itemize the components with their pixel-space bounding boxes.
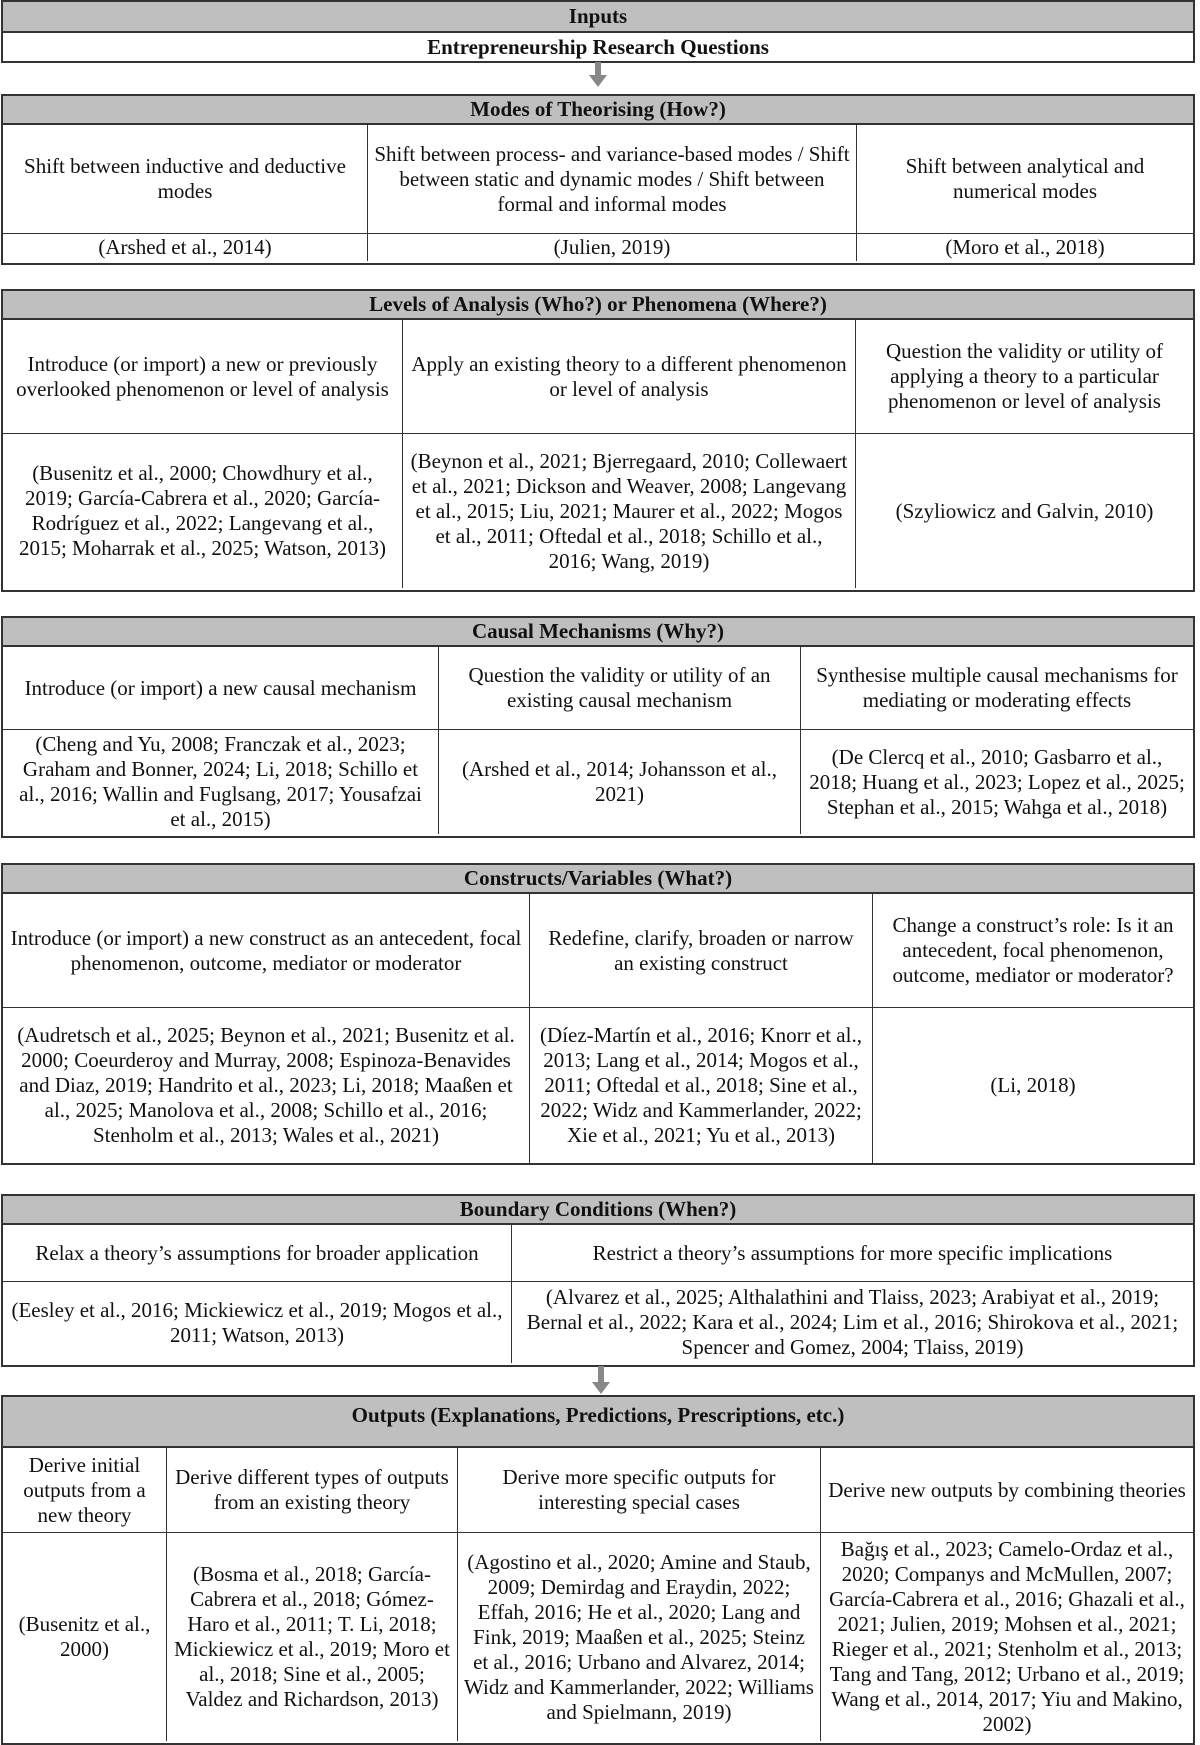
outputs-box <box>1 1395 1195 1745</box>
strategy-cell: Introduce (or import) a new construct as an antecedent, focal phenomenon, outcome, mediator or moderator <box>10 925 522 975</box>
inputs-box <box>1 0 1195 63</box>
boundary-strategy-row <box>3 1225 1193 1281</box>
strategy-cell: Synthesise multiple causal mechanisms for mediating or moderating effects <box>800 647 1193 729</box>
citation-cell: (Bosma et al., 2018; García-Cabrera et al., 2018; Gómez-Haro et al., 2011; T. Li, 2018; Mickiewicz et al., 2019; Moro et al., 2018; Sine et al., 2005; Valdez and Richardson, 2013) <box>166 1533 457 1741</box>
strategy-cell: Introduce (or import) a new or previously overlooked phenomenon or level of analysis <box>16 351 389 401</box>
citation-cell: (Moro et al., 2018) <box>856 234 1193 261</box>
citation-cell: (Arshed et al., 2014) <box>98 235 272 259</box>
citation-cell: (Audretsch et al., 2025; Beynon et al., 2021; Busenitz et al. 2000; Coeurderoy and Murray, 2008; Espinoza-Benavides and Diaz, 2019; Handrito et al., 2023; Li, 2018; Maaßen et al., 2025; Manolova et al., 2008; Schillo et al., 2016; Stenholm et al., 2013; Wales et al., 2021) <box>17 1023 515 1147</box>
strategy-cell: Shift between process- and variance-based modes / Shift between static and dynamic modes / Shift between formal and informal modes <box>367 125 856 233</box>
citation-cell: (Arshed et al., 2014; Johansson et al., 2021) <box>438 730 800 834</box>
modes-citation-row <box>3 233 1193 261</box>
boundary-conditions-box <box>1 1194 1195 1367</box>
citation-cell: (Julien, 2019) <box>367 234 856 261</box>
strategy-cell: Derive initial outputs from a new theory <box>23 1452 146 1527</box>
boundary-citation-row <box>3 1281 1193 1363</box>
research-questions-label: Entrepreneurship Research Questions <box>427 34 769 59</box>
citation-cell: (Li, 2018) <box>872 1008 1193 1163</box>
modes-header: Modes of Theorising (How?) <box>3 96 1193 125</box>
citation-cell: (Busenitz et al., 2000) <box>18 1612 151 1661</box>
strategy-cell: Question the validity or utility of applying a theory to a particular phenomenon or level of analysis <box>855 320 1193 433</box>
constructs-citation-row <box>3 1007 1193 1163</box>
constructs-strategy-row <box>3 894 1193 1007</box>
citation-cell: (Agostino et al., 2020; Amine and Staub, 2009; Demirdag and Eraydin, 2022; Effah, 2016; He et al., 2020; Lang and Fink, 2019; Maaßen et al., 2025; Steinz et al., 2016; Urbano and Alvarez, 2014; Widz and Kammerlander, 2022; Williams and Spielmann, 2019) <box>457 1533 820 1741</box>
causal-strategy-row <box>3 647 1193 729</box>
strategy-cell: Derive different types of outputs from an existing theory <box>166 1448 457 1532</box>
outputs-header: Outputs (Explanations, Predictions, Prescriptions, etc.) <box>3 1397 1193 1448</box>
outputs-strategy-row <box>3 1448 1193 1532</box>
constructs-variables-box <box>1 863 1195 1165</box>
strategy-cell: Question the validity or utility of an existing causal mechanism <box>438 647 800 729</box>
citation-cell: (De Clercq et al., 2010; Gasbarro et al., 2018; Huang et al., 2023; Lopez et al., 2025; Stephan et al., 2015; Wahga et al., 2018) <box>800 730 1193 834</box>
citation-cell: (Szyliowicz and Galvin, 2010) <box>855 434 1193 588</box>
strategy-cell: Shift between inductive and deductive modes <box>24 154 346 203</box>
causal-citation-row <box>3 729 1193 834</box>
levels-header: Levels of Analysis (Who?) or Phenomena (Where?) <box>3 291 1193 320</box>
modes-of-theorising-box <box>1 94 1195 265</box>
strategy-cell: Relax a theory’s assumptions for broader application <box>35 1240 479 1265</box>
strategy-cell: Restrict a theory’s assumptions for more specific implications <box>511 1225 1193 1281</box>
strategy-cell: Shift between analytical and numerical modes <box>856 125 1193 233</box>
constructs-header: Constructs/Variables (What?) <box>3 865 1193 894</box>
levels-of-analysis-box <box>1 289 1195 592</box>
causal-mechanisms-box <box>1 616 1195 838</box>
strategy-cell: Derive new outputs by combining theories <box>820 1448 1193 1532</box>
boundary-header: Boundary Conditions (When?) <box>3 1196 1193 1225</box>
citation-cell: (Díez-Martín et al., 2016; Knorr et al., 2013; Lang et al., 2014; Mogos et al., 2011; Oftedal et al., 2018; Sine et al., 2022; Widz and Kammerlander, 2022; Xie et al., 2021; Yu et al., 2013) <box>529 1008 872 1163</box>
citation-cell: (Eesley et al., 2016; Mickiewicz et al., 2019; Mogos et al., 2011; Watson, 2013) <box>11 1297 503 1347</box>
strategy-cell: Derive more specific outputs for interesting special cases <box>457 1448 820 1532</box>
citation-cell: (Alvarez et al., 2025; Althalathini and Tlaiss, 2023; Arabiyat et al., 2019; Bernal et al., 2022; Kara et al., 2024; Lim et al., 2016; Shirokova et al., 2021; Spencer and Gomez, 2004; Tlaiss, 2019) <box>511 1282 1193 1363</box>
levels-citation-row <box>3 433 1193 588</box>
causal-header: Causal Mechanisms (Why?) <box>3 618 1193 647</box>
strategy-cell: Redefine, clarify, broaden or narrow an existing construct <box>529 894 872 1007</box>
inputs-header: Inputs <box>3 2 1193 33</box>
outputs-citation-row <box>3 1532 1193 1741</box>
citation-cell: (Beynon et al., 2021; Bjerregaard, 2010; Collewaert et al., 2021; Dickson and Weaver, 2008; Langevang et al., 2015; Liu, 2021; Maurer et al., 2022; Mogos et al., 2011; Oftedal et al., 2018; Schillo et al., 2016; Wang, 2019) <box>402 434 855 588</box>
citation-cell: (Cheng and Yu, 2008; Franczak et al., 2023; Graham and Bonner, 2024; Li, 2018; Schillo et al., 2016; Wallin and Fuglsang, 2017; Yousafzai et al., 2015) <box>19 732 422 831</box>
citation-cell: (Busenitz et al., 2000; Chowdhury et al., 2019; García-Cabrera et al., 2020; García-Rodríguez et al., 2022; Langevang et al., 2015; Moharrak et al., 2025; Watson, 2013) <box>18 461 387 560</box>
modes-strategy-row <box>3 125 1193 233</box>
strategy-cell: Introduce (or import) a new causal mechanism <box>24 675 417 700</box>
strategy-cell: Apply an existing theory to a different phenomenon or level of analysis <box>402 320 855 433</box>
strategy-cell: Change a construct’s role: Is it an antecedent, focal phenomenon, outcome, mediator or moderator? <box>872 894 1193 1007</box>
citation-cell: Bağış et al., 2023; Camelo-Ordaz et al., 2020; Companys and McMullen, 2007; García-Cabrera et al., 2016; Ghazali et al., 2021; Julien, 2019; Mohsen et al., 2021; Rieger et al., 2021; Stenholm et al., 2013; Tang and Tang, 2012; Urbano et al., 2019; Wang et al., 2014, 2017; Yiu and Makino, 2002) <box>820 1533 1193 1741</box>
levels-strategy-row <box>3 320 1193 433</box>
